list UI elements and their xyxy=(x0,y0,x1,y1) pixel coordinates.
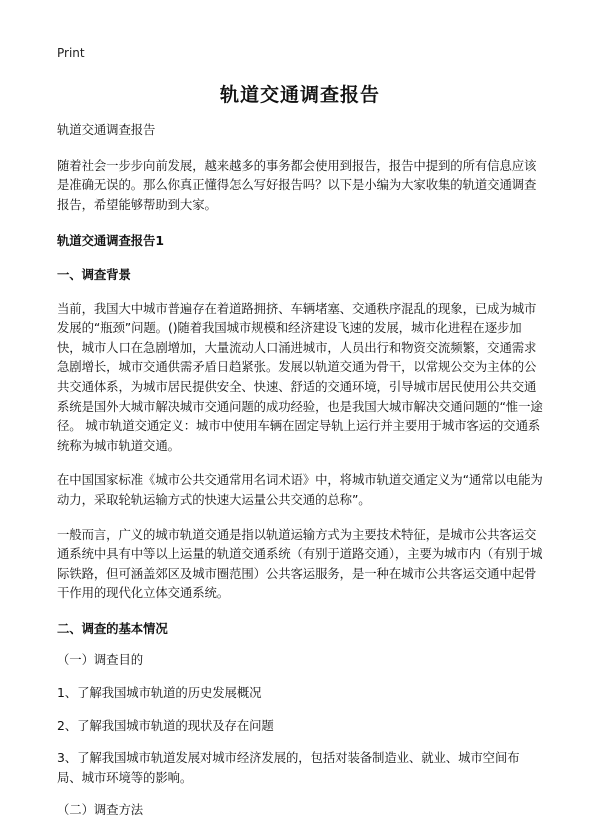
page-title: 轨道交通调查报告 xyxy=(219,84,380,106)
subheading-purpose: （一）调查目的 xyxy=(57,652,144,668)
intro-paragraph: 随着社会一步步向前发展，越来越多的事务都会使用到报告，报告中提到的所有信息应该是准确无误的。那么你真正懂得怎么写好报告吗？以下是小编为大家收集的轨道交通调查报告，希望能够帮助到大家。 xyxy=(57,157,537,212)
purpose-item-2: 2、了解我国城市轨道的现状及存在问题 xyxy=(57,717,274,733)
background-paragraph-1: 当前，我国大中城市普遍存在着道路拥挤、车辆堵塞、交通秩序混乱的现象，已成为城市发展的“瓶颈”问题。()随着我国城市规模和经济建设飞速的发展，城市化进程在逐步加快，城市人口在急剧增加，大量流动人口涌进城市，人员出行和物资交流频繁，交通需求急剧增长，城市交通供需矛盾日趋紧张。发展以轨道交通为骨干，以常规公交为主体的公共交通体系，为城市居民提供安全、快速、舒适的交通环境，引导城市居民使用公共交通系统是国外大城市解决城市交通问题的成功经验，也是我国大城市解决交通问题的“惟一途径。 城市轨道交通定义：城市中使用车辆在固定导轨上运行并主要用于城市客运的交通系统称为城市轨道交通。 xyxy=(57,300,543,453)
subheading-method: （二）调查方法 xyxy=(57,802,144,818)
background-paragraph-2: 在中国国家标准《城市公共交通常用名词术语》中，将城市轨道交通定义为“通常以电能为动力，采取轮轨运输方式的快速大运量公共交通的总称”。 xyxy=(57,472,543,507)
report-heading: 轨道交通调查报告1 xyxy=(57,233,164,249)
purpose-item-1: 1、了解我国城市轨道的历史发展概况 xyxy=(57,685,262,701)
document-subtitle: 轨道交通调查报告 xyxy=(57,122,156,137)
section-heading-basic-info: 二、调查的基本情况 xyxy=(57,620,168,636)
purpose-item-3: 3、了解我国城市轨道发展对城市经济发展的，包括对装备制造业、就业、城市空间布局、城市环境等的影响。 xyxy=(57,750,520,785)
document-body xyxy=(57,120,543,828)
print-link[interactable]: Print xyxy=(57,46,85,60)
background-paragraph-3: 一般而言，广义的城市轨道交通是指以轨道运输方式为主要技术特征，是城市公共客运交通系统中具有中等以上运量的轨道交通系统（有别于道路交通），主要为城市内（有别于城际铁路，但可涵盖郊区及城市圈范围）公共客运服务，是一种在城市公共客运交通中起骨干作用的现代化立体交通系统。 xyxy=(57,526,543,601)
section-heading-background: 一、调查背景 xyxy=(57,266,131,282)
